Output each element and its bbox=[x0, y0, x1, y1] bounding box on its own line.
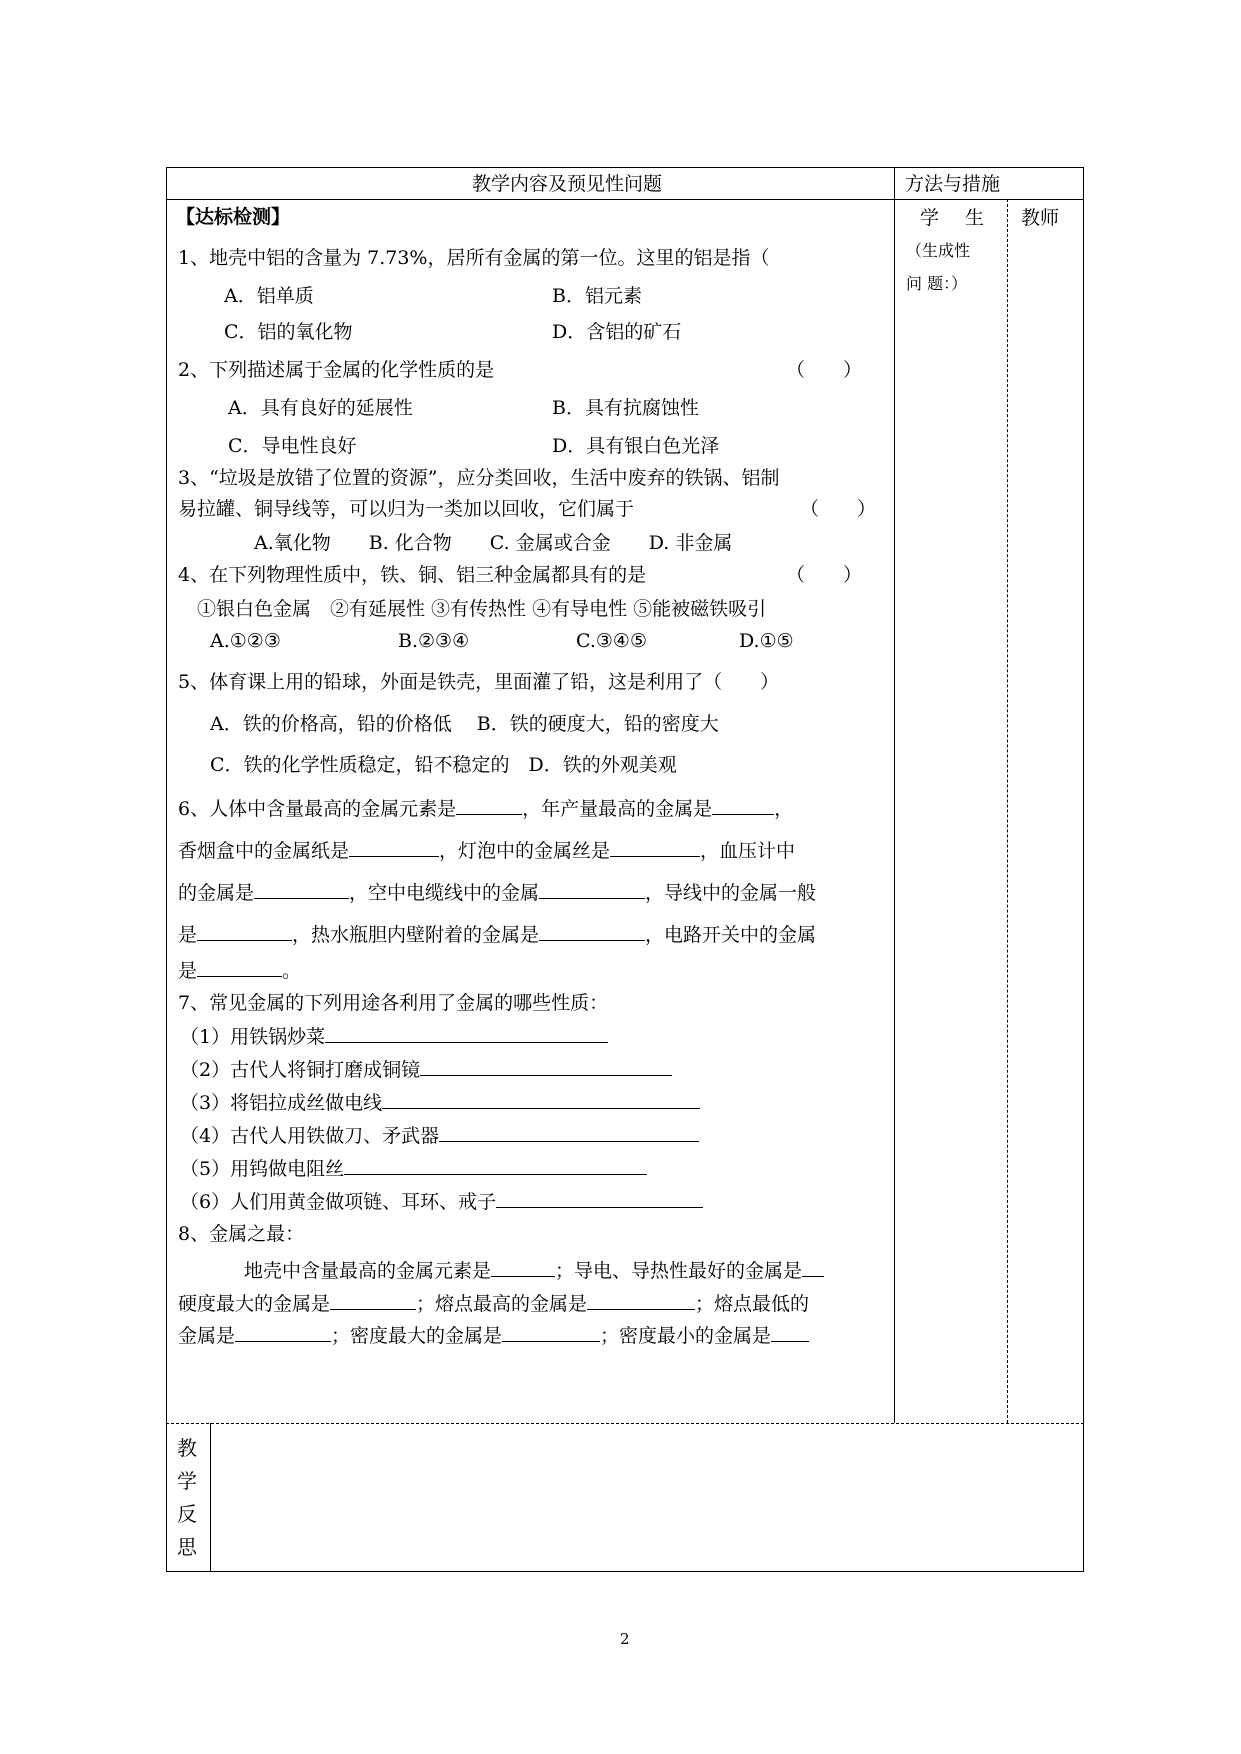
header-student-note-2: 问 题：） bbox=[906, 274, 968, 293]
q8-l3c: ；密度最小的金属是 bbox=[600, 1325, 772, 1347]
q8-blank-2[interactable] bbox=[802, 1258, 824, 1277]
q4-properties: ①银白色金属 ②有延展性 ③有传热性 ④有导电性 ⑤能被磁铁吸引 bbox=[197, 598, 767, 620]
q6-l3b: ，空中电缆线中的金属 bbox=[349, 882, 540, 904]
q7-item-1 bbox=[180, 1024, 608, 1049]
q3-line1: 3、“垃圾是放错了位置的资源”，应分类回收，生活中废弃的铁锅、铝制 bbox=[178, 467, 780, 489]
q7-blank-2[interactable] bbox=[420, 1057, 672, 1076]
q8-l2a: 硬度最大的金属是 bbox=[178, 1293, 331, 1315]
q8-blank-6[interactable] bbox=[502, 1323, 600, 1342]
q7-item-2-label: （2）古代人将铜打磨成铜镜 bbox=[180, 1059, 421, 1081]
q2-stem: 2、下列描述属于金属的化学性质的是 bbox=[178, 359, 495, 381]
q6-blank-8[interactable] bbox=[539, 922, 645, 941]
q8-l3b: ；密度最大的金属是 bbox=[331, 1325, 503, 1347]
q5-options-cd: C．铁的化学性质稳定，铅不稳定的 D．铁的外观美观 bbox=[210, 754, 677, 776]
reflection-label-divider bbox=[210, 1423, 211, 1572]
q8-l1a: 地壳中含量最高的金属元素是 bbox=[244, 1260, 492, 1282]
q7-blank-4[interactable] bbox=[439, 1123, 699, 1142]
q7-item-4 bbox=[180, 1123, 699, 1148]
q4-option-d: D.①⑤ bbox=[739, 630, 794, 652]
q6-blank-9[interactable] bbox=[197, 958, 282, 977]
q8-blank-7[interactable] bbox=[771, 1323, 809, 1342]
q6-blank-1[interactable] bbox=[456, 796, 522, 815]
q6-line2 bbox=[178, 838, 795, 863]
q8-l3a: 金属是 bbox=[178, 1325, 236, 1347]
reflection-char-1: 教 bbox=[177, 1436, 197, 1460]
q8-blank-4[interactable] bbox=[587, 1291, 695, 1310]
q1-option-b: B．铝元素 bbox=[552, 285, 642, 307]
q6-l2c: ，血压计中 bbox=[700, 840, 796, 862]
q7-item-1-label: （1）用铁锅炒菜 bbox=[180, 1026, 326, 1048]
header-teacher: 教师 bbox=[1021, 207, 1060, 229]
reflection-divider bbox=[166, 1423, 1084, 1424]
q1-option-c: C．铝的氧化物 bbox=[224, 321, 353, 343]
q6-l2b: ，灯泡中的金属丝是 bbox=[439, 840, 611, 862]
q4-paren: （ ） bbox=[786, 564, 863, 586]
q4-option-b: B.②③④ bbox=[398, 630, 470, 652]
q2-option-a: A．具有良好的延展性 bbox=[228, 397, 413, 419]
q7-stem: 7、常见金属的下列用途各利用了金属的哪些性质： bbox=[178, 992, 609, 1014]
q2-paren: （ ） bbox=[786, 359, 863, 381]
q6-l1b: ，年产量最高的金属是 bbox=[522, 798, 713, 820]
q7-item-6-label: （6）人们用黄金做项链、耳环、戒子 bbox=[180, 1191, 497, 1213]
q8-blank-3[interactable] bbox=[330, 1291, 416, 1310]
header-student: 学 生 bbox=[920, 207, 995, 229]
q1-option-a: A．铝单质 bbox=[224, 285, 314, 307]
q6-blank-2[interactable] bbox=[712, 796, 774, 815]
q6-l4b: ，热水瓶胆内壁附着的金属是 bbox=[292, 924, 540, 946]
q1-stem: 1、地壳中铝的含量为 7.73%，居所有金属的第一位。这里的铝是指（ bbox=[178, 247, 770, 269]
header-student-note-1: （生成性 bbox=[906, 241, 971, 260]
header-content-col: 教学内容及预见性问题 bbox=[472, 173, 663, 195]
q6-line5 bbox=[178, 958, 301, 983]
q6-l5a: 是 bbox=[178, 960, 198, 982]
q7-item-3-label: （3）将铝拉成丝做电线 bbox=[180, 1092, 383, 1114]
q8-blank-5[interactable] bbox=[235, 1323, 331, 1342]
q6-l1a: 6、人体中含量最高的金属元素是 bbox=[178, 798, 457, 820]
student-teacher-divider bbox=[1007, 199, 1008, 1423]
q6-l4c: ，电路开关中的金属 bbox=[645, 924, 817, 946]
q7-item-4-label: （4）古代人用铁做刀、矛武器 bbox=[180, 1125, 440, 1147]
q2-option-b: B．具有抗腐蚀性 bbox=[552, 397, 699, 419]
q7-blank-1[interactable] bbox=[325, 1024, 608, 1043]
q2-option-d: D．具有银白色光泽 bbox=[552, 435, 720, 457]
content-method-divider bbox=[894, 167, 895, 1423]
q5-options-ab: A．铁的价格高，铅的价格低 B．铁的硬度大，铅的密度大 bbox=[210, 713, 719, 735]
q6-line3 bbox=[178, 880, 816, 905]
q8-l2c: ；熔点最低的 bbox=[695, 1293, 810, 1315]
q3-line2: 易拉罐、铜导线等，可以归为一类加以回收，它们属于 bbox=[178, 498, 635, 520]
q7-item-6 bbox=[180, 1189, 703, 1214]
q4-stem: 4、在下列物理性质中，铁、铜、铝三种金属都具有的是 bbox=[178, 564, 647, 586]
q6-l3a: 的金属是 bbox=[178, 882, 255, 904]
q8-line2 bbox=[178, 1291, 809, 1316]
q6-line4 bbox=[178, 922, 816, 947]
q6-blank-4[interactable] bbox=[610, 838, 700, 857]
q6-l3c: ，导线中的金属一般 bbox=[645, 882, 817, 904]
q8-line3 bbox=[178, 1323, 809, 1348]
q7-item-2 bbox=[180, 1057, 672, 1082]
q8-l1b: ；导电、导热性最好的金属是 bbox=[555, 1260, 803, 1282]
q6-blank-7[interactable] bbox=[197, 922, 292, 941]
q7-blank-6[interactable] bbox=[496, 1189, 703, 1208]
reflection-char-2: 学 bbox=[177, 1469, 197, 1493]
q6-l4a: 是 bbox=[178, 924, 198, 946]
q6-l2a: 香烟盒中的金属纸是 bbox=[178, 840, 350, 862]
q7-item-5 bbox=[180, 1156, 647, 1181]
q6-blank-3[interactable] bbox=[349, 838, 439, 857]
q6-blank-5[interactable] bbox=[254, 880, 349, 899]
q1-option-d: D．含铝的矿石 bbox=[552, 321, 682, 343]
q6-line1 bbox=[178, 796, 793, 821]
q8-blank-1[interactable] bbox=[491, 1258, 555, 1277]
header-method-col: 方法与措施 bbox=[905, 173, 1001, 195]
q6-l1c: ， bbox=[774, 798, 794, 820]
reflection-char-3: 反 bbox=[177, 1502, 197, 1526]
q6-blank-6[interactable] bbox=[539, 880, 645, 899]
q3-options: A.氧化物 B. 化合物 C. 金属或合金 D. 非金属 bbox=[254, 532, 733, 554]
q8-stem: 8、金属之最： bbox=[178, 1223, 305, 1245]
reflection-char-4: 思 bbox=[177, 1535, 197, 1559]
q4-option-c: C.③④⑤ bbox=[576, 630, 647, 652]
q7-blank-3[interactable] bbox=[382, 1090, 700, 1109]
page-number: 2 bbox=[620, 1630, 630, 1648]
q4-option-a: A.①②③ bbox=[210, 630, 281, 652]
q6-l5b: 。 bbox=[282, 960, 302, 982]
q5-stem: 5、体育课上用的铅球，外面是铁壳，里面灌了铅，这是利用了（ ） bbox=[178, 671, 780, 693]
q2-option-c: C．导电性良好 bbox=[228, 435, 357, 457]
q3-paren: （ ） bbox=[800, 498, 877, 520]
section-title: 【达标检测】 bbox=[176, 206, 291, 228]
header-divider bbox=[166, 199, 1084, 200]
q7-item-3 bbox=[180, 1090, 700, 1115]
q7-item-5-label: （5）用钨做电阻丝 bbox=[180, 1158, 345, 1180]
q8-line1 bbox=[244, 1258, 824, 1283]
q8-l2b: ；熔点最高的金属是 bbox=[416, 1293, 588, 1315]
q7-blank-5[interactable] bbox=[344, 1156, 647, 1175]
